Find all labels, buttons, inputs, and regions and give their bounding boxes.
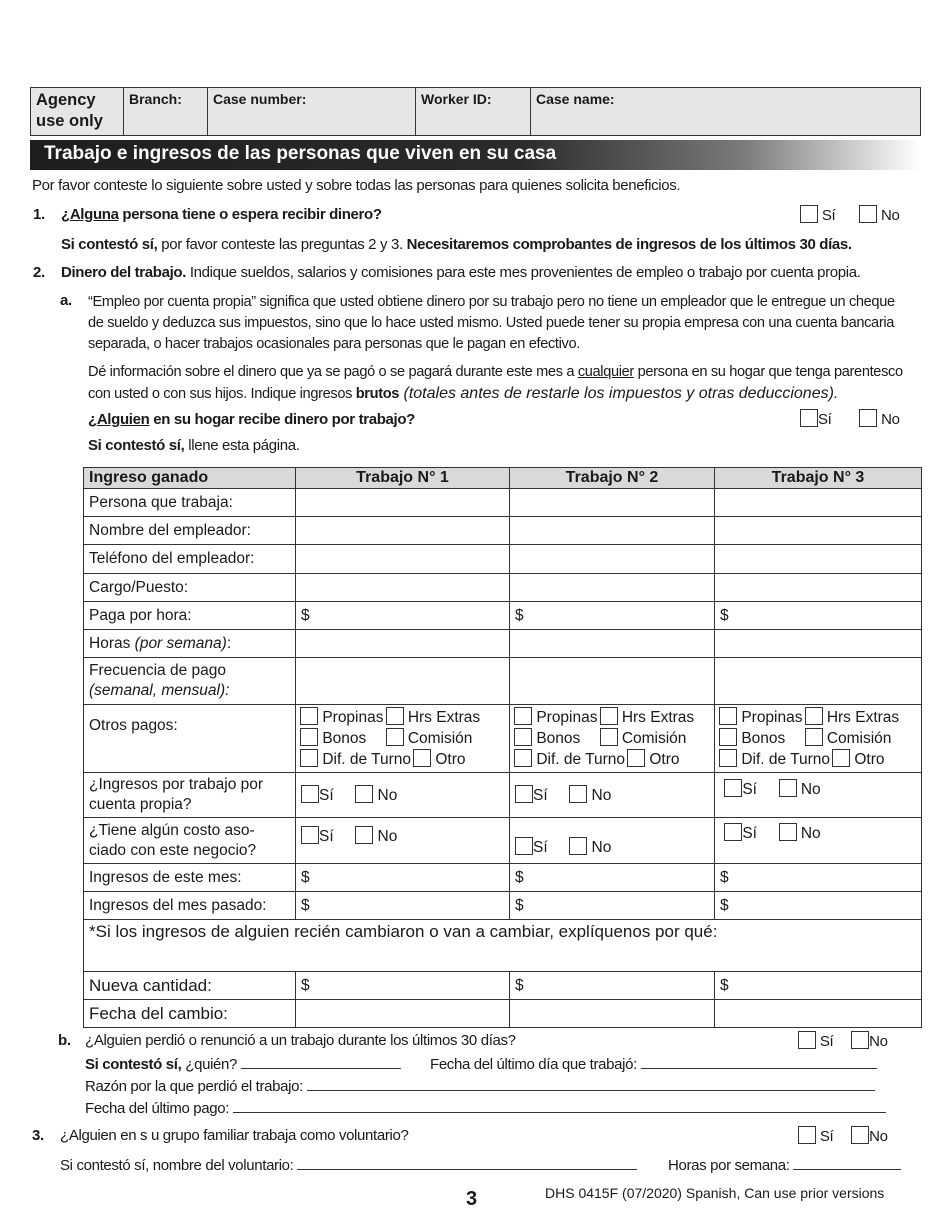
q2b-who-input[interactable] [241,1054,401,1069]
q2b-last-day-input[interactable] [641,1054,877,1069]
q2a-definition: “Empleo por cuenta propia” significa que usted obtiene dinero por su trabajo pero no tiene un empleador que le entregue un cheque de sueldo y deduzca sus impuestos, sino que lo hace usted mismo. Usted puede tener su propia empresa con una cuenta bancaria separada, o hacer trabajos ocasionales para personas que le pagan en efectivo. [88,294,895,352]
tips-job3-checkbox[interactable] [719,707,737,725]
row-label-business-cost: ¿Tiene algún costo aso- ciado con este negocio? [84,818,296,864]
last-month-job1-input[interactable]: $ [296,892,510,920]
q2a-letter: a. [60,292,72,309]
q2a-yes-checkbox[interactable] [800,409,818,427]
frequency-job1-input[interactable] [296,658,510,705]
phone-job2-input[interactable] [510,545,715,574]
new-amount-job3-input[interactable]: $ [715,972,922,1000]
q2a-followup: Si contestó sí, llene esta página. [88,437,300,454]
q2b-reason-line: Razón por la que perdió el trabajo: [85,1076,875,1095]
business-cost-job1: Sí No [296,818,510,864]
this-month-job3-input[interactable]: $ [715,864,922,892]
other-pay-job3: Propinas Hrs Extras Bonos Comisión Dif. de Turno Otro [715,705,922,773]
header-job-2: Trabajo N° 2 [510,468,715,489]
self-emp-job3-no-checkbox[interactable] [779,779,797,797]
q2a-no-label: No [881,411,900,428]
header-job-3: Trabajo N° 3 [715,468,922,489]
income-change-explanation[interactable]: *Si los ingresos de alguien recién cambiaron o van a cambiar, explíquenos por qué: [84,920,922,972]
q2a-yes-no [800,409,900,428]
row-label-income-this-month: Ingresos de este mes: [84,864,296,892]
row-label-hours: Horas (por semana): [84,630,296,658]
row-label-worker: Persona que trabaja: [84,489,296,517]
q1-number: 1. [33,206,45,223]
q2b-last-day-line: Fecha del último día que trabajó: [430,1054,877,1073]
phone-job3-input[interactable] [715,545,922,574]
self-employment-job1: Sí No [296,773,510,818]
last-month-job3-input[interactable]: $ [715,892,922,920]
q1-question: ¿Alguna persona tiene o espera recibir dinero? [61,206,382,223]
form-id: DHS 0415F (07/2020) Spanish, Can use prior versions [545,1185,885,1201]
tips-job2-checkbox[interactable] [514,707,532,725]
q3-hours-input[interactable] [793,1155,901,1170]
q3-number: 3. [32,1127,44,1144]
row-label-other-pay: Otros pagos: [84,705,296,773]
row-label-change-date: Fecha del cambio: [84,1000,296,1028]
q1-yes-label: Sí [821,207,836,224]
cost-job3-yes-checkbox[interactable] [724,823,742,841]
header-earned-income: Ingreso ganado [84,468,296,489]
overtime-job3-checkbox[interactable] [805,707,823,725]
new-amount-job1-input[interactable]: $ [296,972,510,1000]
agency-use-bar [30,87,921,136]
q2-heading: Dinero del trabajo. Indique sueldos, salarios y comisiones para este mes provenientes de empleo o trabajo por cuenta propia. [61,264,861,281]
bonus-job2-checkbox[interactable] [514,728,532,746]
change-date-job1-input[interactable] [296,1000,510,1028]
business-cost-job2: Sí No [510,818,715,864]
worker-id-field[interactable]: Worker ID: [416,88,531,135]
overtime-job2-checkbox[interactable] [600,707,618,725]
self-emp-job1-no-checkbox[interactable] [355,785,373,803]
q2b-last-pay-input[interactable] [233,1098,886,1113]
row-label-income-last-month: Ingresos del mes pasado: [84,892,296,920]
self-employment-job3: Sí No [715,773,922,818]
other-job1-checkbox[interactable] [413,749,431,767]
earned-income-table [83,467,922,1028]
self-employment-job2: Sí No [510,773,715,818]
case-number-field[interactable]: Case number: [208,88,416,135]
q2b-last-pay-line: Fecha del último pago: [85,1098,886,1117]
worker-job2-input[interactable] [510,489,715,517]
q1-no-label: No [880,207,900,224]
row-label-new-amount: Nueva cantidad: [84,972,296,1000]
q2b-letter: b. [58,1032,71,1049]
new-amount-job2-input[interactable]: $ [510,972,715,1000]
frequency-job2-input[interactable] [510,658,715,705]
row-label-employer: Nombre del empleador: [84,517,296,545]
q3-volunteer-line: Si contestó sí, nombre del voluntario: [60,1155,637,1174]
shift-diff-job2-checkbox[interactable] [514,749,532,767]
header-job-1: Trabajo N° 1 [296,468,510,489]
q3-yes-no: Sí No [798,1126,888,1145]
self-emp-job1-yes-checkbox[interactable] [301,785,319,803]
section-title: Trabajo e ingresos de las personas que viven en su casa [30,140,921,170]
q2a-question: ¿Alguien en su hogar recibe dinero por trabajo? [88,411,415,428]
other-pay-job2: Propinas Hrs Extras Bonos Comisión Dif. de Turno Otro [510,705,715,773]
last-month-job2-input[interactable]: $ [510,892,715,920]
q3-no-checkbox[interactable] [851,1126,869,1144]
row-label-hourly-pay: Paga por hora: [84,602,296,630]
page-number: 3 [466,1188,478,1210]
bonus-job3-checkbox[interactable] [719,728,737,746]
tips-job1-checkbox[interactable] [300,707,318,725]
position-job1-input[interactable] [296,574,510,602]
q3-volunteer-name-input[interactable] [297,1155,637,1170]
cost-job1-no-checkbox[interactable] [355,826,373,844]
row-label-pay-frequency: Frecuencia de pago (semanal, mensual): [84,658,296,705]
commission-job3-checkbox[interactable] [805,728,823,746]
employer-job2-input[interactable] [510,517,715,545]
self-emp-job2-yes-checkbox[interactable] [515,785,533,803]
hourly-pay-job1-input[interactable]: $ [296,602,510,630]
branch-field[interactable]: Branch: [124,88,208,135]
q3-yes-checkbox[interactable] [798,1126,816,1144]
q1-followup: Si contestó sí, por favor conteste las preguntas 2 y 3. Necesitaremos comprobantes de ingresos de los últimos 30 días. [61,236,852,253]
change-date-job2-input[interactable] [510,1000,715,1028]
position-job2-input[interactable] [510,574,715,602]
cost-job1-yes-checkbox[interactable] [301,826,319,844]
self-emp-job3-yes-checkbox[interactable] [724,779,742,797]
q2b-reason-input[interactable] [307,1076,875,1091]
hours-job3-input[interactable] [715,630,922,658]
position-job3-input[interactable] [715,574,922,602]
q2b-no-checkbox[interactable] [851,1031,869,1049]
q2b-yes-no: Sí No [798,1031,888,1050]
q1-yes-checkbox[interactable] [800,205,818,223]
phone-job1-input[interactable] [296,545,510,574]
other-pay-job1: Propinas Hrs Extras Bonos Comisión Dif. de Turno Otro [296,705,510,773]
overtime-job1-checkbox[interactable] [386,707,404,725]
q2b-who-line: Si contestó sí, ¿quién? [85,1054,401,1073]
this-month-job2-input[interactable]: $ [510,864,715,892]
other-job3-checkbox[interactable] [832,749,850,767]
hourly-pay-job2-input[interactable]: $ [510,602,715,630]
worker-job3-input[interactable] [715,489,922,517]
q3-question: ¿Alguien en s u grupo familiar trabaja como voluntario? [60,1127,409,1144]
commission-job2-checkbox[interactable] [600,728,618,746]
row-label-self-employment: ¿Ingresos por trabajo por cuenta propia? [84,773,296,818]
bonus-job1-checkbox[interactable] [300,728,318,746]
q2a-instructions: Dé información sobre el dinero que ya se pagó o se pagará durante este mes a cualquier persona en su hogar que tenga parentesco con usted o con sus hijos. Indique ingresos brutos (totales antes de restarle los impuestos y otras deducciones). [88,364,903,402]
hours-job2-input[interactable] [510,630,715,658]
q2-number: 2. [33,264,45,281]
other-job2-checkbox[interactable] [627,749,645,767]
change-date-job3-input[interactable] [715,1000,922,1028]
employer-job1-input[interactable] [296,517,510,545]
self-emp-job2-no-checkbox[interactable] [569,785,587,803]
q1-yes-no [800,205,899,224]
case-name-field[interactable]: Case name: [536,91,615,107]
intro-text: Por favor conteste lo siguiente sobre usted y sobre todas las personas para quienes solicita beneficios. [32,177,681,194]
hours-job1-input[interactable] [296,630,510,658]
q3-hours-line: Horas por semana: [668,1155,901,1174]
cost-job2-no-checkbox[interactable] [569,837,587,855]
row-label-employer-phone: Teléfono del empleador: [84,545,296,574]
cost-job2-yes-checkbox[interactable] [515,837,533,855]
worker-job1-input[interactable] [296,489,510,517]
q1-no-checkbox[interactable] [859,205,877,223]
cost-job3-no-checkbox[interactable] [779,823,797,841]
frequency-job3-input[interactable] [715,658,922,705]
business-cost-job3: Sí No [715,818,922,864]
q2a-yes-label: Sí [818,411,832,428]
commission-job1-checkbox[interactable] [386,728,404,746]
q2b-question: ¿Alguien perdió o renunció a un trabajo durante los últimos 30 días? [85,1032,516,1049]
q2b-yes-checkbox[interactable] [798,1031,816,1049]
hourly-pay-job3-input[interactable]: $ [715,602,922,630]
row-label-position: Cargo/Puesto: [84,574,296,602]
shift-diff-job3-checkbox[interactable] [719,749,737,767]
employer-job3-input[interactable] [715,517,922,545]
q2a-no-checkbox[interactable] [859,409,877,427]
agency-use-only-label: Agency use only [31,88,124,135]
this-month-job1-input[interactable]: $ [296,864,510,892]
shift-diff-job1-checkbox[interactable] [300,749,318,767]
